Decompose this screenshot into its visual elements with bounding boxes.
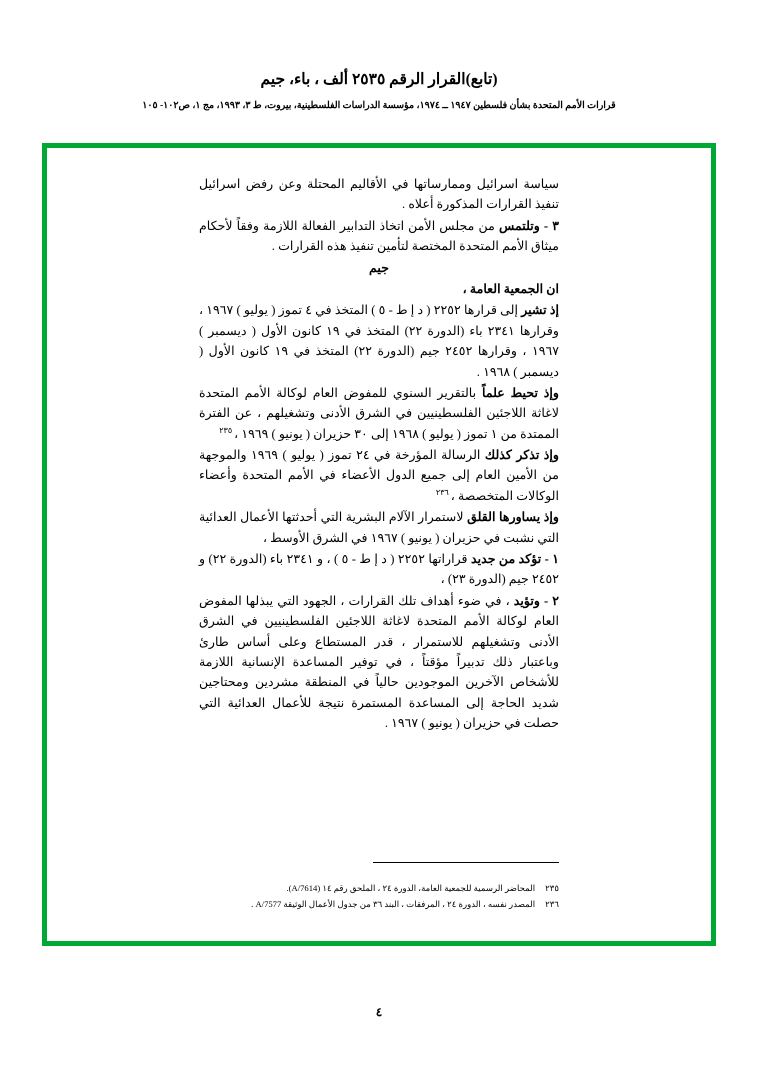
clause-1-rest: إلى قرارها ٢٢٥٢ ( د إ ط - ٥ ) المتخذ في ٤ تموز ( يوليو ) ١٩٦٧ ، وقرارها ٢٣٤١ باء (الدورة ٢٢) المتخذ في ١٩ كانون الأول ( ديسمبر ) ١٩٦٧ ، وقرارها ٢٤٥٢ جيم (الدورة ٢٢) المتخذ في ١٩ كانون الأول ( ديسمبر ) ١٩٦٨ . [199,303,559,379]
footnote-item [199,897,559,913]
clause-4 [199,507,559,548]
clause-5-lead: ١ - تؤكد من جديد [470,552,559,567]
paragraph-3-lead: ٣ - وتلتمس [498,218,559,233]
source-citation: قرارات الأمم المتحدة بشأن فلسطين ١٩٤٧ ــ ١٩٧٤، مؤسسة الدراسات الفلسطينية، بيروت، ط ٣، ١٩٩٣، مج ١، ص١٠٢- ١٠٥ [142,101,616,111]
assembly-line: ان الجمعية العامة ، [462,281,559,296]
paragraph-continuation: سياسة اسرائيل وممارساتها في الأقاليم المحتلة وعن رفض اسرائيل تنفيذ القرارات المذكورة أعلاه . [199,177,559,212]
footnote-ref-236: ٢٣٦ [435,487,451,497]
footnote-text: المحاضر الرسمية للجمعية العامة، الدورة ٢٤ ، الملحق رقم ١٤ (A/7614). [286,883,536,894]
footnote-number: ٢٣٦ [545,899,559,910]
footnote-list [199,881,559,913]
clause-6-rest: ، في ضوء أهداف تلك القرارات ، الجهود التي يبذلها المفوض العام لوكالة الأمم المتحدة لاغاثة اللاجئين الفلسطينيين في الشرق الأدنى وتشغيلهم للاستمرار ، قدر المستطاع وعلى أساس طارئ وباعتبار ذلك تدبيراً مؤقتاً ، في توفير المساعدة الإنسانية اللازمة للأشخاص الآخرين الموجودين حالياً في المنطقة مشردين ومحتاجين شديد الحاجة إلى المساعدة المستمرة نتيجة للأعمال العدائية التي حصلت في حزيران ( يونيو ) ١٩٦٧ . [199,593,559,731]
paragraph-3-rest: من مجلس الأمن اتخاذ التدابير الفعالة اللازمة وفقاً لأحكام ميثاق الأمم المتحدة المختصة لتأمين تنفيذ هذه القرارات . [199,218,559,254]
footnote-item [199,881,559,897]
page-header [0,70,758,111]
clause-2 [199,383,559,444]
clause-3-lead: وإذ تذكر كذلك [484,448,559,463]
clause-6-lead: ٢ - وتؤيد [513,593,560,608]
section-letter-heading: جيم [369,260,389,275]
page-title: (تابع)القرار الرقم ٢٥٣٥ ألف ، باء، جيم [260,71,498,88]
document-body [199,174,559,735]
footnote-text: المصدر نفسه ، الدورة ٢٤ ، المرفقات ، البند ٣٦ من جدول الأعمال الوثيقة A/7577 . [251,899,536,910]
footnote-separator [373,862,559,863]
paragraph-3 [199,216,559,257]
clause-5-rest: قراراتها ٢٢٥٢ ( د إ ط - ٥ ) ، و ٢٣٤١ باء (الدورة ٢٢) و ٢٤٥٢ جيم (الدورة ٢٣) ، [199,552,559,587]
clause-2-lead: وإذ تحيط علماً [481,385,559,400]
page-number: ٤ [375,1005,383,1019]
clause-6 [199,591,559,734]
green-border-frame [42,143,716,946]
clause-4-rest: لاستمرار الآلام البشرية التي أحدثتها الأعمال العدائية التي نشبت في حزيران ( يونيو ) ١٩٦٧ في الشرق الأوسط ، [199,510,559,545]
clause-2-rest: بالتقرير السنوي للمفوض العام لوكالة الأمم المتحدة لاغاثة اللاجئين الفلسطينيين في الشرق الأدنى وتشغيلهم ، عن الفترة الممتدة من ١ تموز ( يوليو ) ١٩٦٨ إلى ٣٠ حزيران ( يونيو ) ١٩٦٩ ، [199,385,559,441]
clause-4-lead: وإذ يساورها القلق [467,510,559,525]
clause-1 [199,300,559,382]
footnote-number: ٢٣٥ [545,883,559,894]
footnote-ref-235: ٢٣٥ [219,425,235,435]
clause-3 [199,445,559,506]
clause-3-rest: الرسالة المؤرخة في ٢٤ تموز ( يوليو ) ١٩٦٩ والموجهة من الأمين العام إلى جميع الدول الأعضاء في الأمم المتحدة وأعضاء الوكالات المتخصصة ، [199,448,559,503]
clause-1-lead: إذ تشير [521,303,559,318]
clause-5 [199,549,559,590]
